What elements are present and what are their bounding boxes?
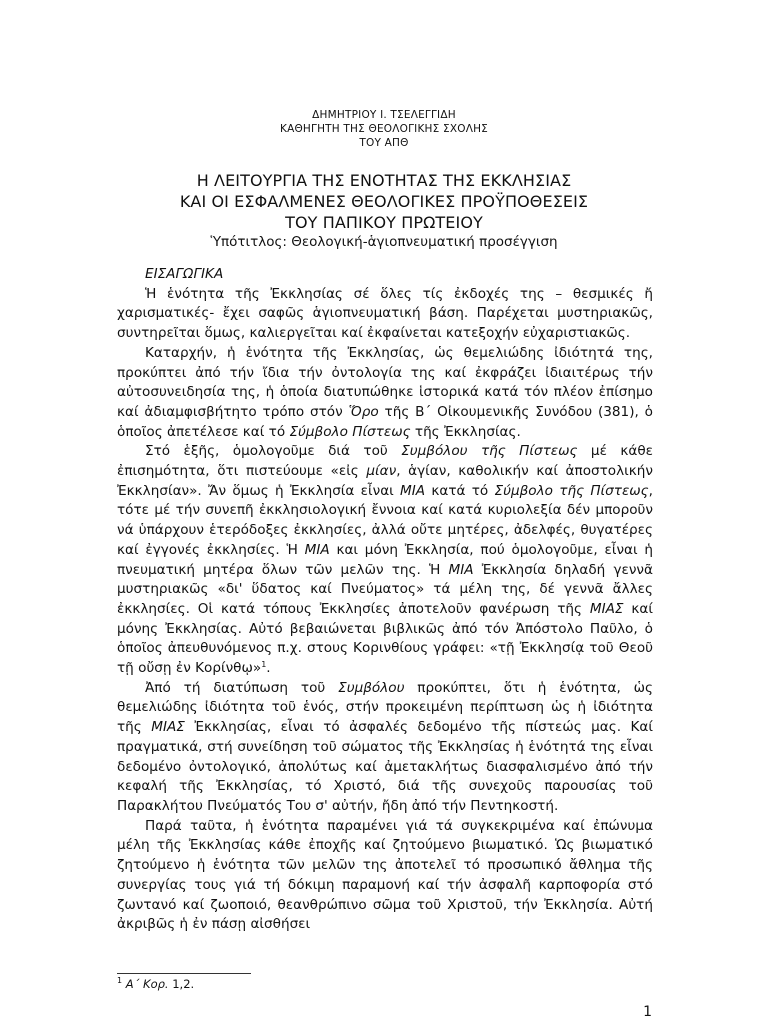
paragraph-2: Καταρχήν, ἡ ἑνότητα τῆς Ἐκκλησίας, ὡς θεμελιώδης ἰδιότητά της, προκύπτει ἀπό τήν ἴδια τήν ὀντολογία της καί ἐκφράζει ἰδιαιτέρως τήν αὐτοσυνειδησία της, ἡ ὁποία διατυπώθηκε ἱστορικά κατά τόν πλέον ἐπίσημο καί ἀδιαμφισβήτητο τρόπο στόν Ὅρο τῆς Β΄ Οἰκουμενικῆς Συνόδου (381), ὁ ὁποῖος ἀπετέλεσε καί τό Σύμβολο Πίστεως τῆς Ἐκκλησίας. — [117, 344, 653, 440]
footnote-number: 1 — [117, 976, 123, 985]
paragraph-3: Στό ἑξῆς, ὁμολογοῦμε διά τοῦ Συμβόλου τῆς Πίστεως μέ κάθε ἐπισημότητα, ὅτι πιστεύουμε «εἰς μίαν, ἁγίαν, καθολικήν καί ἀποστολικήν Ἐκκλησίαν». Ἄν ὅμως ἡ Ἐκκλησία εἶναι ΜΙΑ κατά τό Σύμβολο τῆς Πίστεως, τότε μέ τήν συνεπῆ ἐκκλησιολογική ἔννοια καί κατά κυριολεξία δέν μποροῦν νά ὑπάρχουν ἑτερόδοξες ἐκκλησίες, ἀλλά οὔτε μητέρες, ἀδελφές, θυγατέρες καί ἐγγονές ἐκκλησίες. Ἡ ΜΙΑ και μόνη Ἐκκλησία, πού ὁμολογοῦμε, εἶναι ἡ πνευματική μητέρα ὅλων τῶν μελῶν της. Ἡ ΜΙΑ Ἐκκλησία δηλαδή γεννᾶ μυστηριακῶς «δι' ὕδατος καί Πνεύματος» τά μέλη της, δέ γεννᾶ ἄλλες ἐκκλησίες. Οἱ κατά τόπους Ἐκκλησίες ἀποτελοῦν φανέρωση τῆς ΜΙΑΣ καί μόνης Ἐκκλησίας. Αὐτό βεβαιώνεται βιβλικῶς ἀπό τόν Ἀπόστολο Παῦλο, ὁ ὁποῖος ἀπευθυνόμενος π.χ. στους Κορινθίους γράφει: «τῇ Ἐκκλησίᾳ τοῦ Θεοῦ τῇ οὔσῃ ἐν Κορίνθῳ»$^1$. — [117, 443, 653, 677]
footnote-separator — [117, 973, 251, 974]
document-title-line-2: ΚΑΙ ΟΙ ΕΣΦΑΛΜΕΝΕΣ ΘΕΟΛΟΓΙΚΕΣ ΠΡΟΫΠΟΘΕΣΕΙΣ — [179, 192, 589, 211]
document-subtitle: Ὑπότιτλος: Θεολογική-ἁγιοπνευματική προσέγγιση — [210, 234, 558, 250]
paragraph-5: Παρά ταῦτα, ἡ ἑνότητα παραμένει γιά τά συγκεκριμένα καί ἐπώνυμα μέλη τῆς Ἐκκλησίας κάθε ἐποχῆς καί ζητούμενο βιωματικό. Ὡς βιωματικό ζητούμενο ἡ ἑνότητα τῶν μελῶν της ἀποτελεῖ τό προσωπικό ἄθλημα τῆς συνεργίας τους γιά τή δόκιμη παραμονή καί τήν ἀσφαλῆ καρποφορία στό ζωντανό καί ζωοποιό, θεανθρώπινο σῶμα τοῦ Χριστοῦ, τήν Ἐκκλησία. Αὐτή ἀκριβῶς ἡ ἐν πάσῃ αἰσθήσει — [117, 817, 653, 933]
section-heading: ΕΙΣΑΓΩΓΙΚΑ — [145, 266, 224, 282]
paragraph-1: Ἡ ἑνότητα τῆς Ἐκκλησίας σέ ὅλες τίς ἐκδοχές της – θεσμικές ἤ χαρισματικές- ἔχει σαφῶς ἁγιοπνευματική βάση. Παρέχεται μυστηριακῶς, συντηρεῖται ὅμως, καλιεργεῖται καί ἐκφαίνεται κατεξοχήν εὐχαριστιακῶς. — [117, 285, 653, 342]
footnote: $^1$ Α΄ Κορ. 1,2. — [117, 976, 195, 991]
page-number: 1 — [643, 1004, 652, 1020]
document-body — [117, 265, 653, 935]
author-institution: ΤΟΥ ΑΠΘ — [359, 137, 409, 149]
document-title-line-3: ΤΟΥ ΠΑΠΙΚΟΥ ΠΡΩΤΕΙΟΥ — [285, 213, 483, 232]
author-title: ΚΑΘΗΓΗΤΗ ΤΗΣ ΘΕΟΛΟΓΙΚΗΣ ΣΧΟΛΗΣ — [279, 123, 489, 135]
author-name: ΔΗΜΗΤΡΙΟΥ Ι. ΤΣΕΛΕΓΓΙΔΗ — [312, 109, 456, 121]
paragraph-4: Ἀπό τή διατύπωση τοῦ Συμβόλου προκύπτει, ὅτι ἡ ἑνότητα, ὡς θεμελιώδης ἰδιότητα τοῦ ἑνός, στήν προκειμένη περίπτωση ὡς ἡ ἰδιότητα τῆς ΜΙΑΣ Ἐκκλησίας, εἶναι τό ἀσφαλές δεδομένο τῆς πίστεώς μας. Καί πραγματικά, στή συνείδηση τοῦ σώματος τῆς Ἐκκλησίας ἡ ἑνότητά της εἶναι δεδομένο ὀντολογικό, ἀπολύτως καί ἀμετακλήτως διασφαλισμένο ἀπό τήν κεφαλή τῆς Ἐκκλησίας, τό Χριστό, διά τῆς συνεχοῦς παρουσίας τοῦ Παρακλήτου Πνεύματός Του σ' αὐτήν, ἤδη ἀπό τήν Πεντηκοστή. — [117, 679, 653, 814]
footnote-reference-text: Α΄ Κορ. — [125, 977, 169, 991]
document-title-line-1: Η ΛΕΙΤΟΥΡΓΙΑ ΤΗΣ ΕΝΟΤΗΤΑΣ ΤΗΣ ΕΚΚΛΗΣΙΑΣ — [196, 171, 572, 190]
footnote-reference[interactable]: 1 — [261, 660, 267, 670]
